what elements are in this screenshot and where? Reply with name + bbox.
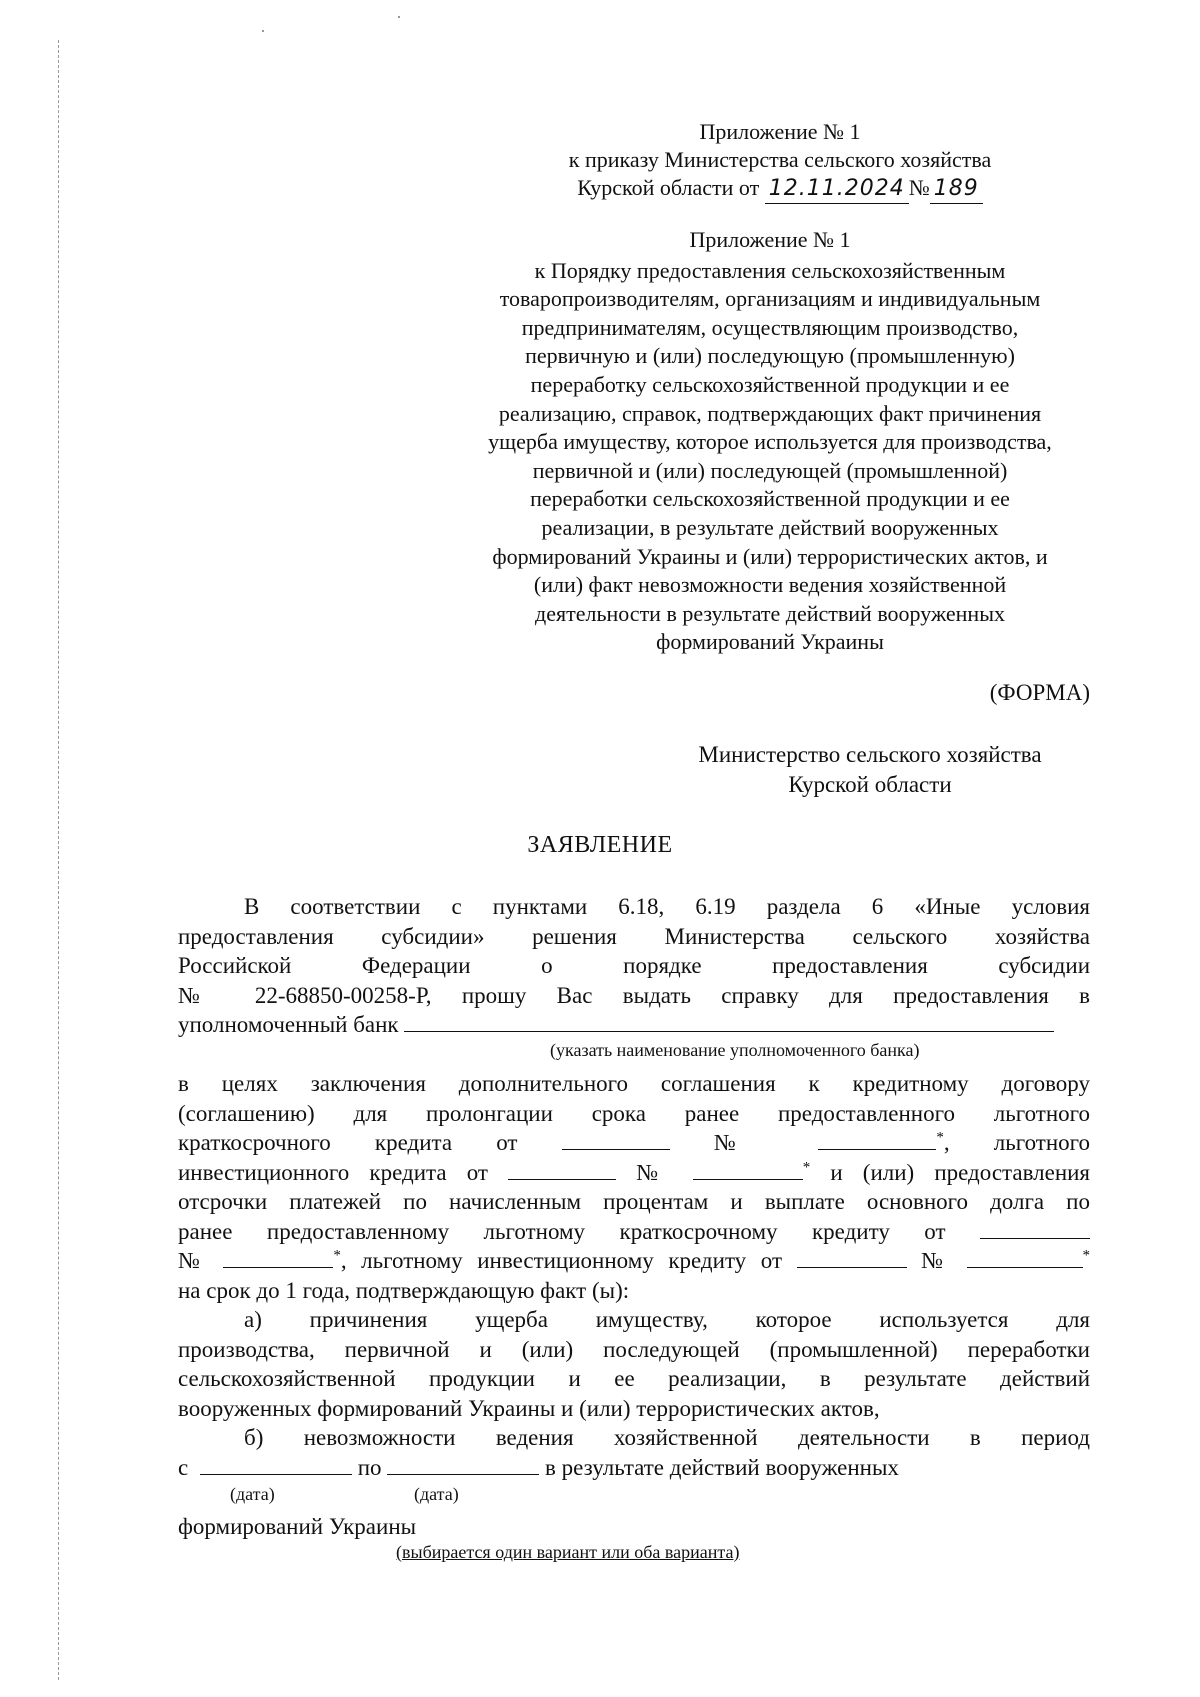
addressee-line-1: Министерство сельского хозяйства bbox=[698, 742, 1042, 767]
investment-credit-line bbox=[178, 1158, 1090, 1188]
approval-line-2: к приказу Министерства сельского хозяйства bbox=[568, 147, 992, 172]
procedure-header-line: реализацию, справок, подтверждающих факт причинения bbox=[498, 400, 1042, 426]
deferral-investment-label: , льготному инвестиционному кредиту от bbox=[340, 1248, 783, 1273]
procedure-header-title: Приложение № 1 bbox=[689, 227, 851, 252]
short-term-credit-number-field[interactable] bbox=[818, 1129, 936, 1150]
option-a-line: сельскохозяйственной продукции и ее реализации, в результате действий bbox=[178, 1366, 1090, 1391]
procedure-header-line: предпринимателям, осуществляющим производство, bbox=[521, 314, 1019, 340]
approval-line-3-prefix: Курской области от bbox=[577, 175, 760, 200]
order-date-handwritten: 12.11.2024 bbox=[765, 175, 909, 204]
deferral-short-term-number-field[interactable] bbox=[223, 1247, 333, 1268]
deferral-short-term-date-field[interactable] bbox=[980, 1218, 1090, 1239]
procedure-header-line: первичную и (или) последующую (промышленную) bbox=[525, 343, 1015, 369]
procedure-header-line: реализации, в результате действий вооруженных bbox=[541, 514, 999, 540]
option-a-line: а) причинения ущерба имуществу, которое используется для bbox=[244, 1307, 1090, 1332]
asterisk-mark: * bbox=[802, 1158, 811, 1175]
form-label: (ФОРМА) bbox=[989, 680, 1090, 705]
order-number-handwritten: 189 bbox=[930, 175, 983, 204]
procedure-header-line: (или) факт невозможности ведения хозяйственной bbox=[533, 572, 1007, 598]
short-term-credit-line bbox=[178, 1128, 1090, 1158]
period-end-date-field[interactable] bbox=[387, 1454, 539, 1475]
procedure-header-line: первичной и (или) последующей (промышленной) bbox=[532, 457, 1008, 483]
variant-note: (выбирается один вариант или оба варианта) bbox=[396, 1542, 740, 1562]
body-line: предоставления субсидии» решения Министерства сельского хозяйства bbox=[178, 923, 1090, 949]
addressee-block bbox=[640, 740, 1100, 800]
period-from-label: с bbox=[178, 1454, 189, 1480]
procedure-header-line: к Порядку предоставления сельскохозяйственным bbox=[534, 257, 1006, 283]
scan-speck bbox=[398, 16, 400, 18]
body-line: № 22-68850-00258-Р, прошу Вас выдать справку для предоставления в bbox=[178, 982, 1090, 1008]
approval-header bbox=[540, 118, 1020, 204]
option-b-line: б) невозможности ведения хозяйственной деятельности в период bbox=[244, 1425, 1090, 1450]
procedure-header-line: формирований Украины bbox=[656, 629, 884, 655]
preferential-label: , льготного bbox=[943, 1130, 1091, 1155]
procedure-header-line: формирований Украины и (или) террористических актов, и bbox=[492, 543, 1048, 569]
bank-hint-line bbox=[178, 1040, 1090, 1070]
investment-credit-date-field[interactable] bbox=[508, 1159, 616, 1180]
body-line: отсрочки платежей по начисленным процентам и выплате основного долга по bbox=[178, 1189, 1090, 1214]
body-line: в целях заключения дополнительного соглашения к кредитному договору bbox=[178, 1071, 1090, 1096]
number-label: № bbox=[921, 1248, 952, 1273]
period-start-date-field[interactable] bbox=[200, 1454, 352, 1475]
body-line: (соглашению) для пролонгации срока ранее предоставленного льготного bbox=[178, 1100, 1090, 1126]
addressee-line-2: Курской области bbox=[788, 772, 952, 797]
period-line bbox=[178, 1453, 1090, 1483]
deferral-label: и (или) предоставления bbox=[830, 1159, 1091, 1185]
period-to-label: по bbox=[357, 1454, 382, 1480]
period-tail-label: в результате действий вооруженных bbox=[545, 1454, 899, 1480]
application-body bbox=[178, 892, 1090, 1571]
approval-line-3 bbox=[540, 174, 1020, 204]
investment-credit-label: инвестиционного кредита от bbox=[178, 1159, 488, 1185]
approval-line-1: Приложение № 1 bbox=[699, 119, 861, 144]
number-label: № bbox=[713, 1130, 775, 1155]
asterisk-mark: * bbox=[1082, 1247, 1091, 1264]
number-label: № bbox=[636, 1159, 673, 1185]
body-line: В соответствии с пунктами 6.18, 6.19 раздела 6 «Иные условия bbox=[244, 894, 1090, 919]
scan-edge-mark bbox=[58, 40, 59, 1680]
bank-name-field[interactable] bbox=[404, 1011, 1054, 1032]
body-line: на срок до 1 года, подтверждающую факт (ы): bbox=[178, 1277, 630, 1303]
procedure-header-line: переработку сельскохозяйственной продукции и ее bbox=[530, 371, 1010, 397]
body-line: формирований Украины bbox=[178, 1513, 417, 1539]
deferral-investment-date-field[interactable] bbox=[797, 1247, 907, 1268]
bank-hint: (указать наименование уполномоченного банка) bbox=[550, 1039, 920, 1060]
deferral-credit-label: ранее предоставленному льготному краткосрочному кредиту от bbox=[178, 1218, 946, 1244]
scan-speck bbox=[262, 30, 264, 32]
procedure-header-line: ущерба имуществу, которое используется для производства, bbox=[488, 429, 1052, 455]
asterisk-mark: * bbox=[936, 1129, 944, 1146]
document-title: ЗАЯВЛЕНИЕ bbox=[527, 832, 673, 858]
deferral-investment-line bbox=[178, 1246, 1090, 1276]
option-a-line: производства, первичной и (или) последующей (промышленной) переработки bbox=[178, 1336, 1090, 1362]
procedure-header-line: деятельности в результате действий вооруженных bbox=[535, 600, 1005, 626]
investment-credit-number-field[interactable] bbox=[693, 1159, 803, 1180]
procedure-header-line: товаропроизводителям, организациям и индивидуальным bbox=[499, 286, 1041, 312]
option-a-line: вооруженных формирований Украины и (или) террористических актов, bbox=[178, 1395, 880, 1421]
variant-note-line bbox=[178, 1541, 1090, 1571]
asterisk-mark: * bbox=[333, 1247, 341, 1264]
short-term-credit-label: краткосрочного кредита от bbox=[178, 1130, 518, 1155]
date-hint-end: (дата) bbox=[414, 1484, 459, 1504]
body-line: Российской Федерации о порядке предоставления субсидии bbox=[178, 953, 1090, 978]
procedure-header-line: переработки сельскохозяйственной продукции и ее bbox=[530, 486, 1010, 512]
date-hint-start: (дата) bbox=[230, 1484, 275, 1504]
short-term-credit-date-field[interactable] bbox=[562, 1129, 670, 1150]
number-sign: № bbox=[908, 175, 930, 200]
deferral-investment-number-field[interactable] bbox=[967, 1247, 1083, 1268]
number-label: № bbox=[178, 1248, 209, 1273]
bank-label: уполномоченный банк bbox=[178, 1012, 399, 1037]
deferral-credit-line bbox=[178, 1217, 1090, 1247]
procedure-header bbox=[455, 226, 1085, 657]
date-hints-line bbox=[178, 1482, 1090, 1512]
